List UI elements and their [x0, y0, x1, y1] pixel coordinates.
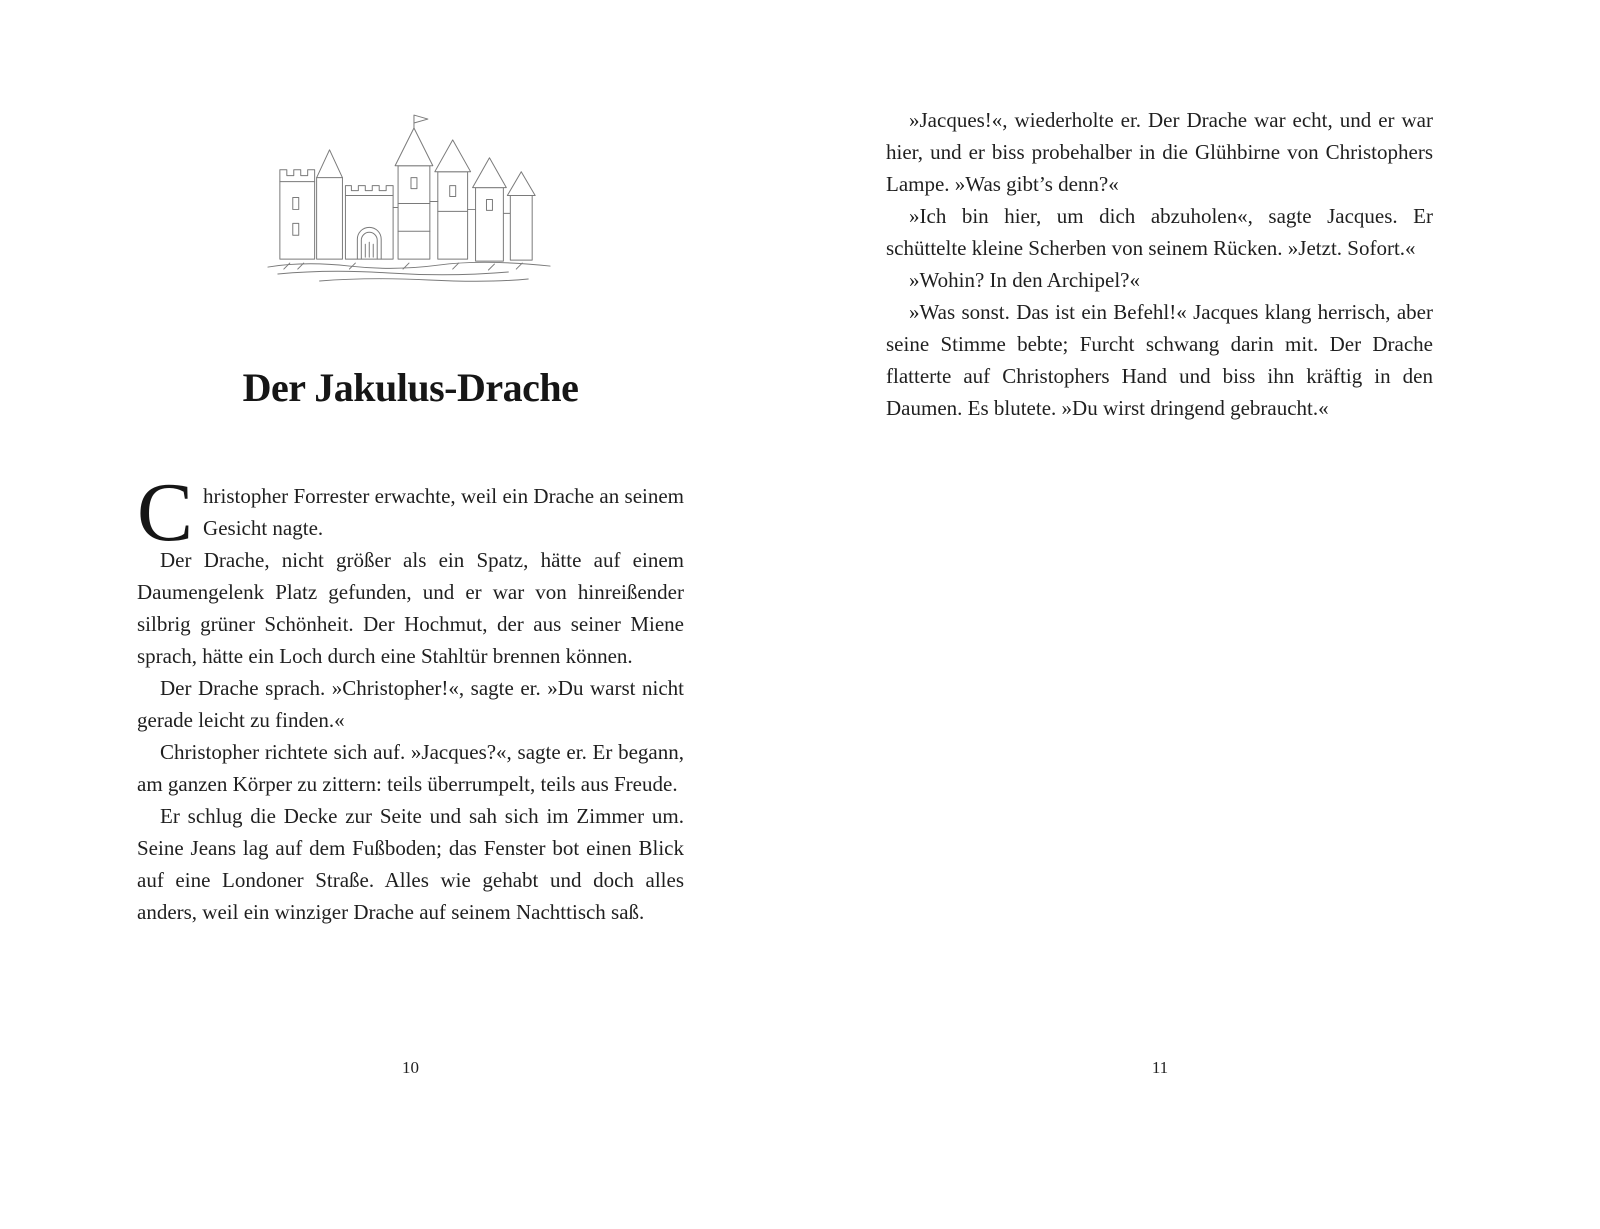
- paragraph: Der Drache, nicht größer als ein Spatz, hätte auf einem Daumengelenk Platz gefunden, und er war von hinreißender silbrig grüner Schönheit. Der Hochmut, der aus seiner Miene sprach, hätte ein Loch durch eine Stahltür brennen können.: [137, 548, 684, 668]
- paragraph: »Jacques!«, wiederholte er. Der Drache war echt, und er war hier, und er biss probehalber in die Glühbirne von Christophers Lampe. »Was gibt’s denn?«: [886, 108, 1433, 196]
- paragraph: Der Drache sprach. »Christopher!«, sagte er. »Du warst nicht gerade leicht zu finden.«: [137, 676, 684, 732]
- paragraph-text: hristopher Forrester erwachte, weil ein Drache an seinem Gesicht nagte.: [203, 484, 684, 540]
- paragraph: »Ich bin hier, um dich abzuholen«, sagte Jacques. Er schüttelte kleine Scherben von seinem Rücken. »Jetzt. Sofort.«: [886, 204, 1433, 260]
- paragraph: »Wohin? In den Archipel?«: [909, 268, 1140, 292]
- paragraph: Er schlug die Decke zur Seite und sah sich im Zimmer um. Seine Jeans lag auf dem Fußboden; das Fenster bot einen Blick auf eine Londoner Straße. Alles wie gehabt und doch alles anders, weil ein winziger Drache auf seinem Nachttisch saß.: [137, 804, 684, 924]
- left-body-text: [137, 466, 684, 928]
- paragraph: [137, 466, 684, 559]
- castle-illustration: [260, 112, 558, 289]
- page-right: [886, 0, 1434, 1229]
- page-left: [137, 0, 684, 1229]
- drop-cap: C: [137, 466, 194, 559]
- paragraph: »Was sonst. Das ist ein Befehl!« Jacques klang herrisch, aber seine Stimme bebte; Furcht schwang darin mit. Der Drache flatterte auf Christophers Hand und biss ihn kräftig in den Daumen. Es blutete. »Du wirst dringend gebraucht.«: [886, 300, 1433, 420]
- right-body-text: [886, 104, 1433, 424]
- paragraph: Christopher richtete sich auf. »Jacques?«, sagte er. Er begann, am ganzen Körper zu zittern: teils überrumpelt, teils aus Freude.: [137, 740, 684, 796]
- chapter-title: Der Jakulus-Drache: [242, 365, 579, 410]
- page-number-left: 10: [402, 1058, 419, 1077]
- page-number-right: 11: [1151, 1058, 1169, 1077]
